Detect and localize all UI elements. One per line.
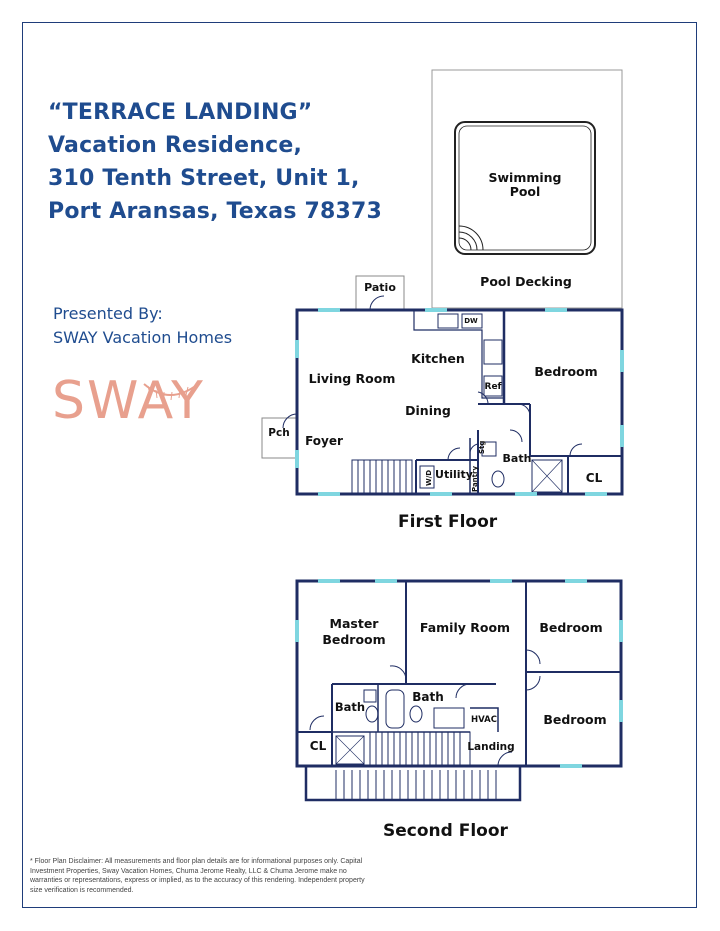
presented-by-label: Presented By:	[53, 304, 163, 323]
first-floor-exterior-wall	[297, 310, 622, 494]
living-room-label: Living Room	[308, 371, 396, 386]
first-floor-caption: First Floor	[398, 512, 498, 532]
second-floor-plan	[0, 560, 720, 820]
refrigerator-label: Ref	[484, 382, 502, 392]
first-floor-bath-label: Bath	[502, 452, 532, 465]
title-line: 310 Tenth Street, Unit 1,	[48, 166, 360, 191]
foyer-label: Foyer	[305, 434, 343, 448]
utility-label: Utility	[435, 468, 473, 481]
title-line: “TERRACE LANDING”	[48, 100, 313, 125]
pool-label-1: Swimming	[488, 170, 562, 185]
second-floor-caption: Second Floor	[383, 821, 508, 841]
landing-label: Landing	[467, 741, 515, 753]
storage-label: Stg	[478, 440, 486, 454]
master-bedroom-label-1: Master	[329, 616, 379, 631]
title-line: Port Aransas, Texas 78373	[48, 199, 383, 224]
kitchen-label: Kitchen	[411, 351, 465, 366]
company-name: SWAY Vacation Homes	[53, 328, 233, 347]
second-floor-exterior-wall	[297, 581, 621, 766]
pool-decking-label: Pool Decking	[480, 274, 572, 289]
sway-logo-text: SWAY	[52, 371, 205, 428]
floor-plan-disclaimer: * Floor Plan Disclaimer: All measurements and floor plan details are for informational purposes only. Capital Investment Properties, Sway Vacation Homes, Chuma Jerome Realty, LLC & Chuma Jerome make no warranties or representations, express or implied, as to the accuracy of this rendering. Independent property size verification is recommended.	[30, 858, 365, 894]
hall-bath-label: Bath	[412, 690, 444, 704]
family-room-label: Family Room	[419, 620, 511, 635]
hvac-label: HVAC	[471, 715, 497, 725]
pool-label-2: Pool	[509, 184, 541, 199]
second-floor-bedroom-2-label: Bedroom	[543, 712, 607, 727]
dishwasher-label: DW	[464, 317, 478, 325]
master-bath-label: Bath	[334, 700, 366, 714]
first-floor-closet-label: CL	[585, 471, 603, 485]
washer-dryer-label: W/D	[425, 469, 433, 486]
title-line: Vacation Residence,	[48, 133, 302, 158]
second-floor-bedroom-1-label: Bedroom	[539, 620, 603, 635]
porch-label: Pch	[268, 427, 290, 439]
first-floor-bedroom-label: Bedroom	[534, 364, 598, 379]
dining-label: Dining	[405, 403, 451, 418]
patio-label: Patio	[364, 281, 396, 294]
master-bedroom-label-2: Bedroom	[322, 632, 386, 647]
pantry-label: Pantry	[471, 465, 479, 492]
second-floor-closet-label: CL	[309, 739, 327, 753]
